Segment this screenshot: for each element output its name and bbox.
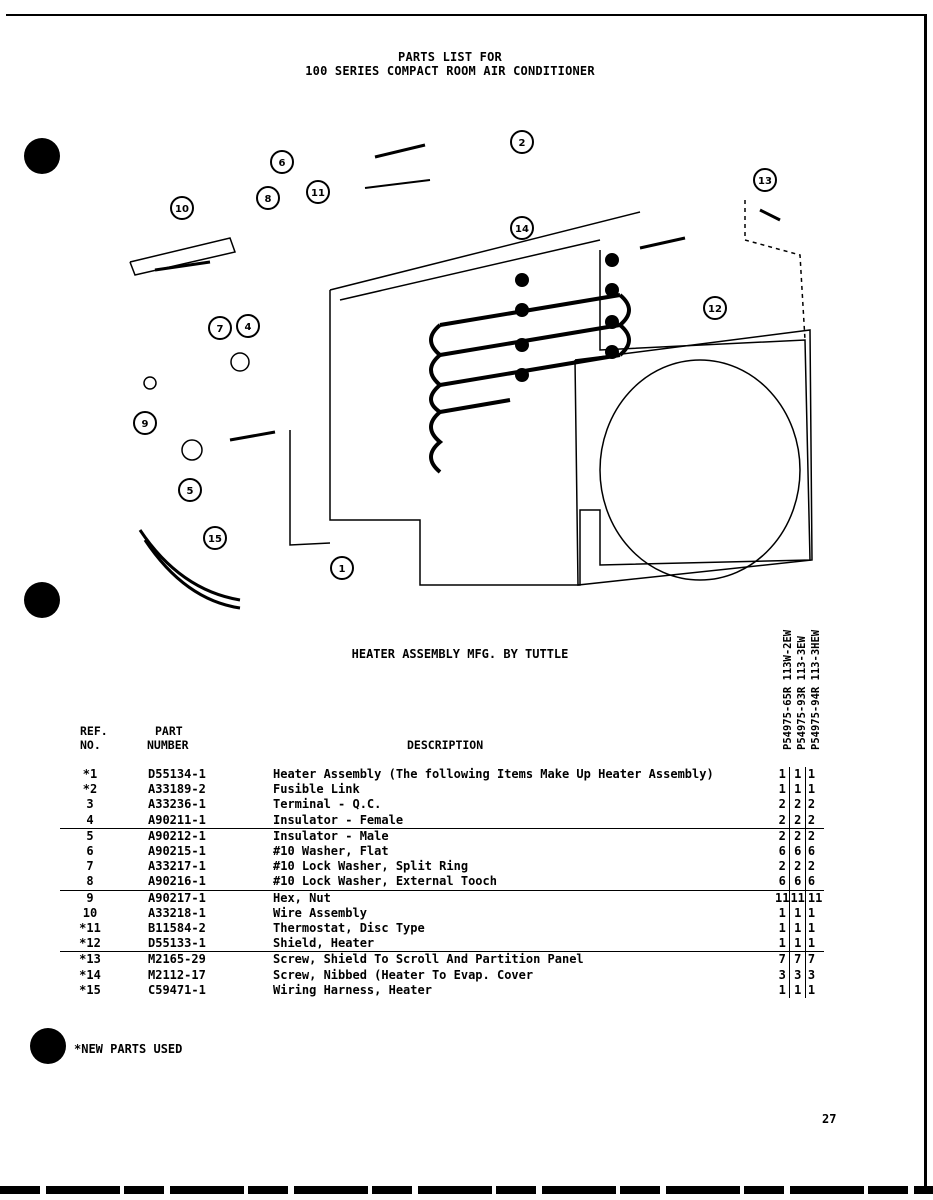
- callout-12: [704, 297, 726, 319]
- part-number: C59471-1: [148, 982, 206, 997]
- part-number: A90215-1: [148, 844, 206, 859]
- qty-model-1: 1: [775, 983, 790, 998]
- qty-model-2: 7: [790, 952, 805, 968]
- table-row: [60, 797, 824, 812]
- svg-text:13: 13: [758, 176, 772, 187]
- qty-model-2: 1: [790, 921, 805, 936]
- part-number: D55134-1: [148, 767, 206, 781]
- ref-no: 3: [86, 797, 94, 812]
- description: Insulator - Female: [273, 812, 404, 827]
- qty-model-2: 2: [790, 859, 805, 874]
- svg-text:8: 8: [264, 194, 272, 205]
- qty-model-3: 2: [807, 859, 816, 874]
- table-row: [60, 936, 824, 952]
- table-row: [60, 859, 824, 874]
- ref-no: *2: [82, 782, 98, 797]
- part-number: A90216-1: [148, 874, 206, 889]
- qty-model-2: 6: [790, 844, 805, 859]
- description: Screw, Shield To Scroll And Partition Panel: [273, 952, 775, 968]
- model-columns: [780, 610, 826, 750]
- callout-11: [307, 181, 329, 203]
- table-row: [60, 782, 824, 797]
- qty-model-3: 2: [807, 797, 816, 812]
- qty-model-2: 11: [790, 890, 805, 905]
- callout-8: [257, 187, 279, 209]
- qty-model-3: 1: [807, 982, 816, 997]
- ref-no: 8: [86, 874, 94, 889]
- qty-model-1: 1: [775, 782, 790, 797]
- callout-14: [511, 217, 533, 239]
- description: Heater Assembly (The following Items Make Up Heater Assembly): [273, 767, 714, 781]
- qty-model-1: 2: [775, 828, 790, 844]
- qty-model-1: 1: [775, 936, 790, 952]
- qty-model-3: 1: [807, 921, 816, 936]
- part-number: B11584-2: [148, 921, 206, 936]
- qty-model-3: 2: [805, 828, 824, 844]
- qty-model-2: 1: [790, 767, 805, 782]
- qty-model-3: 6: [807, 874, 816, 889]
- diagram-caption: HEATER ASSEMBLY MFG. BY TUTTLE: [351, 647, 569, 661]
- callout-1: [331, 557, 353, 579]
- model-label-1: P54975-65R 113W-2EW: [782, 629, 794, 750]
- callout-15: [204, 527, 226, 549]
- table-row: [60, 921, 824, 936]
- part-number: A33217-1: [148, 859, 206, 874]
- model-label-3: P54975-94R 113-3HEW: [810, 629, 822, 750]
- table-row: [60, 890, 824, 906]
- ref-no: 9: [60, 890, 120, 906]
- description: Hex, Nut: [273, 890, 775, 906]
- ref-no: *13: [60, 952, 120, 968]
- qty-model-3: 3: [807, 967, 816, 982]
- header-ref-line-1: REF.: [80, 724, 108, 738]
- part-number: A33189-2: [148, 782, 206, 797]
- qty-model-1: 11: [775, 890, 790, 905]
- qty-model-2: 2: [790, 797, 805, 812]
- qty-model-2: 3: [790, 968, 805, 983]
- callout-5: [179, 479, 201, 501]
- parts-table: [60, 767, 824, 998]
- svg-text:12: 12: [708, 304, 722, 315]
- part-number: M2112-17: [148, 967, 206, 982]
- callout-2: [511, 131, 533, 153]
- qty-model-3: 1: [807, 936, 816, 951]
- callout-9: [134, 412, 156, 434]
- description: #10 Lock Washer, Split Ring: [273, 859, 469, 874]
- qty-model-2: 6: [790, 874, 805, 890]
- qty-model-2: 1: [790, 983, 805, 998]
- model-label-2: P54975-93R 113-3EW: [796, 636, 808, 750]
- qty-model-1: 6: [775, 874, 790, 890]
- qty-model-3: 1: [807, 782, 816, 797]
- qty-model-1: 2: [775, 797, 790, 812]
- description: Fusible Link: [273, 782, 360, 797]
- qty-model-3: 11: [805, 890, 824, 906]
- part-number: A90212-1: [120, 828, 273, 844]
- qty-model-1: 1: [775, 906, 790, 921]
- qty-model-1: 2: [775, 813, 790, 829]
- ref-no: 5: [60, 828, 120, 844]
- table-row: [60, 767, 824, 782]
- footnote: *NEW PARTS USED: [74, 1042, 183, 1056]
- ref-no: *11: [79, 921, 101, 936]
- ref-no: *12: [79, 936, 101, 951]
- table-row: [60, 874, 824, 890]
- table-row: [60, 906, 824, 921]
- qty-model-1: 1: [775, 767, 790, 782]
- qty-model-3: 6: [807, 844, 816, 859]
- callout-4: [237, 315, 259, 337]
- description: Shield, Heater: [273, 936, 375, 951]
- binder-hole-bottom: [30, 1028, 66, 1064]
- table-row: [60, 968, 824, 983]
- table-row: [60, 828, 824, 844]
- title-line-2: 100 SERIES COMPACT ROOM AIR CONDITIONER: [305, 64, 595, 78]
- ref-no: 10: [82, 905, 98, 920]
- ref-no: *1: [82, 767, 98, 781]
- part-number: A90211-1: [148, 812, 206, 827]
- table-row: [60, 813, 824, 829]
- svg-text:2: 2: [518, 138, 526, 149]
- svg-text:5: 5: [186, 486, 194, 497]
- qty-model-2: 1: [790, 936, 805, 952]
- qty-model-2: 1: [790, 782, 805, 797]
- part-number: M2165-29: [120, 952, 273, 968]
- callout-10: [171, 197, 193, 219]
- header-part-line-1: PART: [155, 724, 183, 738]
- header-ref-line-2: NO.: [80, 738, 101, 752]
- svg-text:15: 15: [208, 534, 222, 545]
- description: Terminal - Q.C.: [273, 797, 382, 812]
- qty-model-3: 1: [807, 767, 816, 781]
- title-line-1: PARTS LIST FOR: [398, 50, 502, 64]
- table-row: [60, 952, 824, 968]
- svg-text:4: 4: [244, 322, 252, 333]
- table-row: [60, 983, 824, 998]
- qty-model-3: 2: [807, 812, 816, 827]
- ref-no: 7: [86, 859, 94, 874]
- ref-no: *15: [79, 982, 101, 997]
- svg-text:11: 11: [311, 188, 325, 199]
- table-row: [60, 844, 824, 859]
- part-number: D55133-1: [148, 936, 206, 951]
- description: #10 Washer, Flat: [273, 844, 389, 859]
- qty-model-1: 3: [775, 968, 790, 983]
- description: Wiring Harness, Heater: [273, 982, 432, 997]
- qty-model-1: 7: [775, 952, 790, 968]
- callout-7: [209, 317, 231, 339]
- qty-model-2: 2: [790, 813, 805, 829]
- page-number: 27: [822, 1112, 837, 1126]
- ref-no: *14: [79, 967, 101, 982]
- svg-text:10: 10: [175, 204, 189, 215]
- description: Wire Assembly: [273, 905, 367, 920]
- description: Screw, Nibbed (Heater To Evap. Cover: [273, 967, 534, 982]
- qty-model-2: 1: [790, 906, 805, 921]
- part-number: A90217-1: [120, 890, 273, 906]
- callout-6: [271, 151, 293, 173]
- qty-model-3: 7: [805, 952, 824, 968]
- description: #10 Lock Washer, External Tooch: [273, 874, 497, 889]
- part-number: A33236-1: [148, 797, 206, 812]
- qty-model-1: 2: [775, 859, 790, 874]
- callout-13: [754, 169, 776, 191]
- qty-model-1: 1: [775, 921, 790, 936]
- ref-no: 6: [86, 844, 94, 859]
- qty-model-1: 6: [775, 844, 790, 859]
- svg-text:6: 6: [278, 158, 286, 169]
- header-description: DESCRIPTION: [407, 738, 484, 752]
- qty-model-3: 1: [807, 905, 816, 920]
- part-number: A33218-1: [148, 905, 206, 920]
- scan-bottom-edge: [0, 1186, 933, 1194]
- svg-text:14: 14: [515, 224, 529, 235]
- ref-no: 4: [86, 812, 94, 827]
- svg-text:7: 7: [216, 324, 224, 335]
- header-part-line-2: NUMBER: [147, 738, 189, 752]
- qty-model-2: 2: [790, 828, 805, 844]
- svg-text:9: 9: [141, 419, 149, 430]
- svg-text:1: 1: [338, 564, 346, 575]
- description: Insulator - Male: [273, 828, 775, 844]
- description: Thermostat, Disc Type: [273, 921, 425, 936]
